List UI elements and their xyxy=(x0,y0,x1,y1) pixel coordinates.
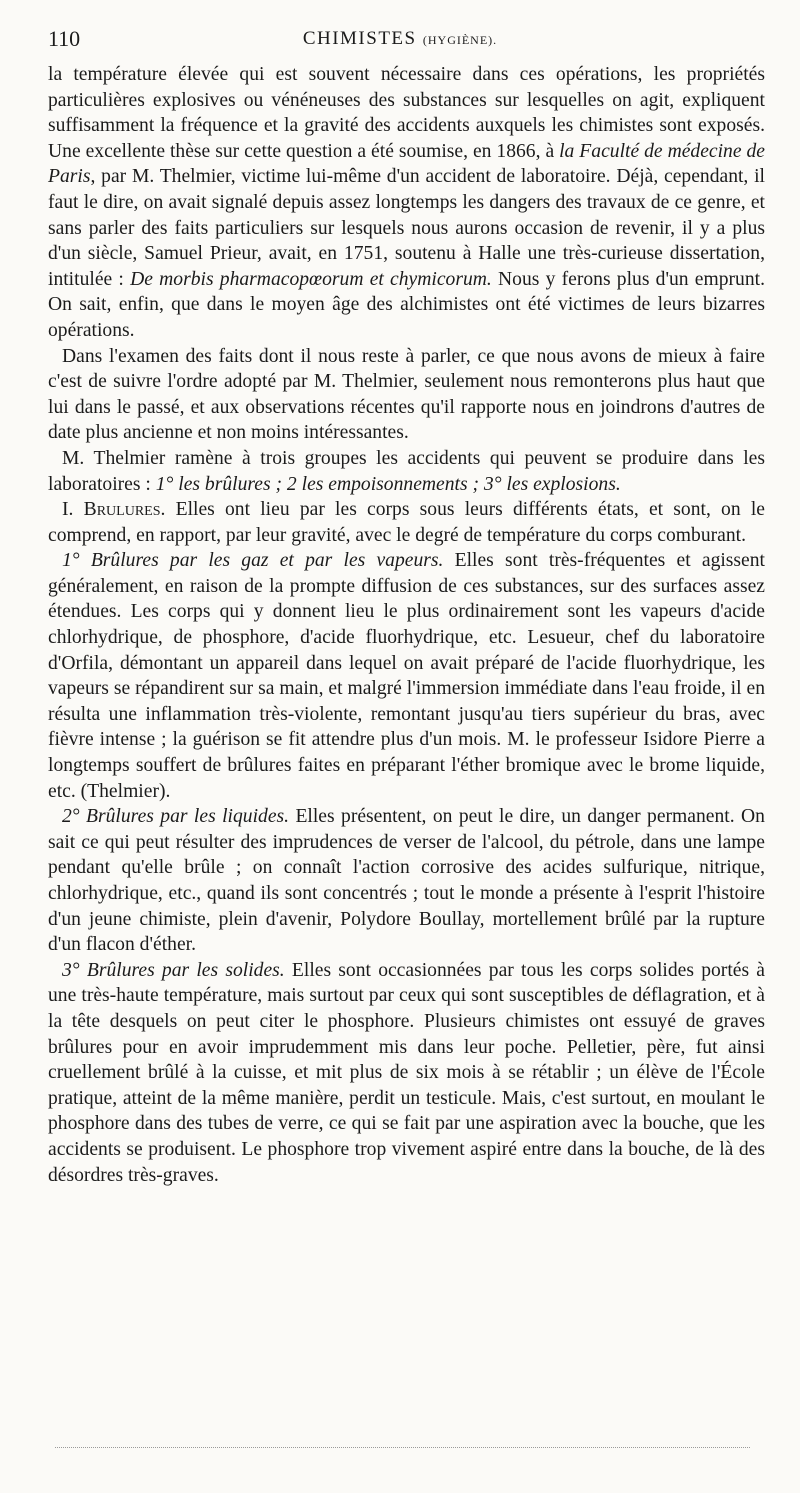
section-number: I. xyxy=(62,499,84,521)
paragraph-1-text-b: , par M. Thelmier, victime lui-même d'un accident de laboratoire. Déjà, cependant, il faut le dire, on avait signalé depuis assez longtemps les dangers des travaux de ce genre, et sans parler des faits particuliers sur lesquels nous aurons occasion de revenir, il y a plus d'un siècle, Samuel Prieur, avait, en 1751, soutenu à Halle une très-curieuse dissertation, intitulée : xyxy=(48,166,765,290)
paragraph-7 xyxy=(48,958,765,1188)
section-heading-brulures: Brulures. xyxy=(83,499,166,521)
paragraph-6 xyxy=(48,804,765,958)
running-subtitle: (HYGIÈNE). xyxy=(422,33,498,47)
paragraph-1 xyxy=(48,62,765,344)
paragraph-2: Dans l'examen des faits dont il nous reste à parler, ce que nous avons de mieux à faire c'est de suivre l'ordre adopté par M. Thelmier, seulement nous remonterons plus haut que lui dans le passé, et aux observations récentes qu'il rapporte nous en joindrons d'autres de date plus ancienne et non moins intéressantes. xyxy=(48,345,765,444)
page-body xyxy=(48,62,765,1188)
paragraph-4-text: Elles ont lieu par les corps sous leurs différents états, et sont, on le comprend, en rapport, par leur gravité, avec le degré de température du corps comburant. xyxy=(48,499,765,546)
paragraph-1-italic-b: De morbis pharmacopœorum et chymicorum. xyxy=(130,268,492,290)
paragraph-5-text: Elles sont très-fréquentes et agissent généralement, en raison de la prompte diffusion de ces substances, sur des surfaces assez étendues. Les corps qui y donnent lieu le plus ordinairement sont les vapeurs d'acide chlorhydrique, de phosphore, d'acide fluorhydrique, etc. Lesueur, chef du laboratoire d'Orfila, démontant un appareil dans lequel on avait préparé de l'acide fluorhydrique, les vapeurs se répandirent sur sa main, et malgré l'immersion immédiate dans l'eau froide, il en résulta une inflammation très-violente, remontant jusqu'au tiers supérieur du bras, avec fièvre intense ; la guérison se fit attendre plus d'un mois. M. le professeur Isidore Pierre a longtemps souffert de brûlures faites en préparant l'éther bromique avec le brome liquide, etc. (Thelmier). xyxy=(48,550,765,802)
running-title: CHIMISTES xyxy=(302,28,417,49)
paragraph-3 xyxy=(48,446,765,497)
paragraph-1-text-a: la température élevée qui est souvent nécessaire dans ces opérations, les propriétés particulières explosives ou vénéneuses des substances sur lesquelles on agit, expliquent suffisamment la fréquence et la gravité des accidents auxquels les chimistes sont exposés. Une excellente thèse sur cette question a été soumise, en 1866, à xyxy=(48,64,765,162)
subheading-solides: 3° Brûlures par les solides. xyxy=(62,959,285,981)
subheading-liquides: 2° Brûlures par les liquides. xyxy=(62,806,290,828)
paragraph-6-text: Elles présentent, on peut le dire, un danger permanent. On sait ce qui peut résulter des imprudences de verser de l'alcool, du pétrole, dans une lampe pendant qu'elle brûle ; on connaît l'action corrosive des acides sulfurique, nitrique, chlorhydrique, etc., quand ils sont concentrés ; tout le monde a présente à l'esprit l'histoire d'un jeune chimiste, plein d'avenir, Polydore Boullay, mortellement brûlé par la rupture d'un flacon d'éther. xyxy=(48,806,765,956)
page-number: 110 xyxy=(48,26,81,51)
running-head xyxy=(48,28,752,50)
paragraph-3-text: M. Thelmier ramène à trois groupes les accidents qui peuvent se produire dans les laboratoires : xyxy=(48,447,765,495)
paragraph-4 xyxy=(48,497,765,548)
paragraph-5 xyxy=(48,548,765,804)
subheading-gaz-vapeurs: 1° Brûlures par les gaz et par les vapeurs. xyxy=(62,550,444,572)
paragraph-3-italic: 1° les brûlures ; 2 les empoisonnements ; 3° les explosions. xyxy=(155,473,621,495)
paragraph-1-text-c: Nous y ferons plus d'un emprunt. On sait, enfin, que dans le moyen âge des alchimistes ont été victimes de leurs bizarres opérations. xyxy=(48,268,765,341)
paragraph-1-italic-a: la Faculté de médecine de Paris xyxy=(48,140,765,188)
page-header xyxy=(48,26,752,56)
paragraph-7-text: Elles sont occasionnées par tous les corps solides portés à une très-haute température, mais surtout par ceux qui sont susceptibles de déflagration, et à la tête desquels on peut citer le phosphore. Plusieurs chimistes ont essuyé de graves brûlures pour en avoir imprudemment mis dans leur poche. Pelletier, père, fut ainsi cruellement brûlé à la cuisse, et mit plus de six mois à se rétablir ; un élève de l'École pratique, atteint de la même manière, perdit un testicule. Mais, c'est surtout, en moulant le phosphore dans des tubes de verre, ce qui se fait par une aspiration avec la bouche, que les accidents se produisent. Le phosphore trop vivement aspiré entre dans la bouche, de là des désordres très-graves. xyxy=(48,959,765,1186)
bottom-dotted-rule xyxy=(55,1447,750,1448)
